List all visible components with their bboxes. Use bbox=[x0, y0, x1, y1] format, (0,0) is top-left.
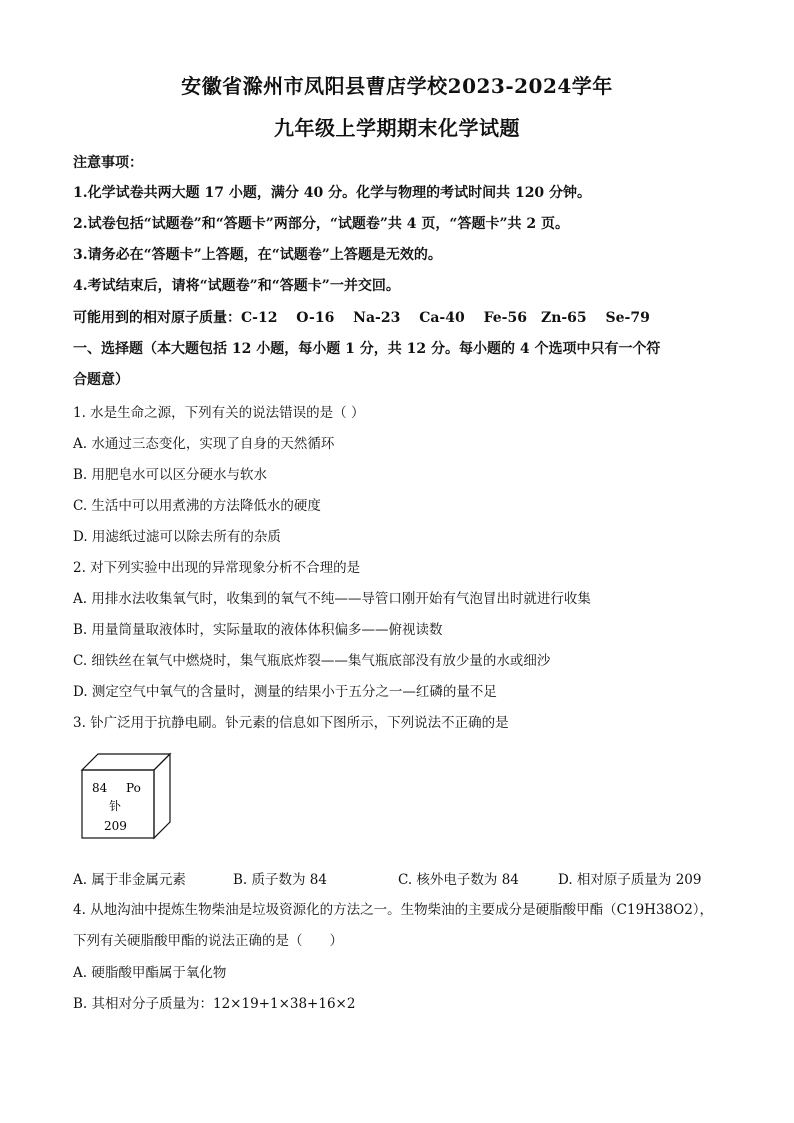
answer-option: A. 硬脂酸甲酯属于氧化物 bbox=[73, 965, 227, 981]
atomic-number: 84 bbox=[92, 781, 108, 795]
question-stem: 2. 对下列实验中出现的异常现象分析不合理的是 bbox=[73, 560, 361, 576]
answer-option: A. 水通过三态变化，实现了自身的天然循环 bbox=[73, 436, 335, 452]
answer-option: D. 测定空气中氧气的含量时，测量的结果小于五分之一—红磷的量不足 bbox=[73, 684, 497, 700]
notice-item: 1.化学试卷共两大题 17 小题，满分 40 分。化学与物理的考试时间共 120 分钟。 bbox=[73, 185, 592, 201]
answer-option: D. 相对原子质量为 209 bbox=[558, 872, 702, 888]
answer-option: C. 细铁丝在氧气中燃烧时，集气瓶底炸裂——集气瓶底部没有放少量的水或细沙 bbox=[73, 653, 551, 669]
answer-option: B. 其相对分子质量为：12×19+1×38+16×2 bbox=[73, 996, 356, 1012]
question-stem: 3. 钋广泛用于抗静电刷。钋元素的信息如下图所示，下列说法不正确的是 bbox=[73, 715, 509, 731]
question-stem: 1. 水是生命之源，下列有关的说法错误的是（ ） bbox=[73, 405, 365, 421]
notice-item: 2.试卷包括“试题卷”和“答题卡”两部分，“试题卷”共 4 页，“答题卡”共 2 页。 bbox=[73, 216, 570, 232]
question-stem-cont: 下列有关硬脂酸甲酯的说法正确的是（ ） bbox=[73, 933, 343, 949]
answer-option: A. 属于非金属元素 bbox=[73, 872, 186, 888]
notice-item: 4.考试结束后，请将“试题卷”和“答题卡”一并交回。 bbox=[73, 278, 400, 294]
element-cell-diagram bbox=[80, 752, 172, 840]
atomic-mass-list: 可能用到的相对原子质量：C-12 O-16 Na-23 Ca-40 Fe-56 Zn-65 Se-79 bbox=[73, 310, 650, 326]
answer-option: C. 核外电子数为 84 bbox=[398, 872, 519, 888]
answer-option: B. 用肥皂水可以区分硬水与软水 bbox=[73, 467, 268, 483]
section-heading: 一、选择题（本大题包括 12 小题，每小题 1 分，共 12 分。每小题的 4 个选项中只有一个符 bbox=[73, 341, 661, 357]
notice-heading: 注意事项： bbox=[73, 155, 143, 171]
page-title: 安徽省滁州市凤阳县曹店学校2023-2024学年 bbox=[181, 74, 613, 98]
element-symbol: Po bbox=[126, 781, 141, 795]
section-heading-cont: 合题意） bbox=[73, 372, 129, 388]
atomic-mass: 209 bbox=[104, 819, 127, 833]
question-stem: 4. 从地沟油中提炼生物柴油是垃圾资源化的方法之一。生物柴油的主要成分是硬脂酸甲酯（C19H38O2）， bbox=[73, 902, 714, 918]
answer-option: C. 生活中可以用煮沸的方法降低水的硬度 bbox=[73, 498, 321, 514]
element-name: 钋 bbox=[109, 799, 122, 813]
answer-option: B. 质子数为 84 bbox=[233, 872, 327, 888]
answer-option: D. 用滤纸过滤可以除去所有的杂质 bbox=[73, 529, 281, 545]
answer-option: B. 用量筒量取液体时，实际量取的液体体积偏多——俯视读数 bbox=[73, 622, 443, 638]
cube-side-face bbox=[154, 754, 170, 838]
answer-option: A. 用排水法收集氧气时，收集到的氧气不纯——导管口刚开始有气泡冒出时就进行收集 bbox=[73, 591, 591, 607]
notice-item: 3.请务必在“答题卡”上答题，在“试题卷”上答题是无效的。 bbox=[73, 247, 442, 263]
page-subtitle: 九年级上学期期末化学试题 bbox=[274, 116, 520, 140]
